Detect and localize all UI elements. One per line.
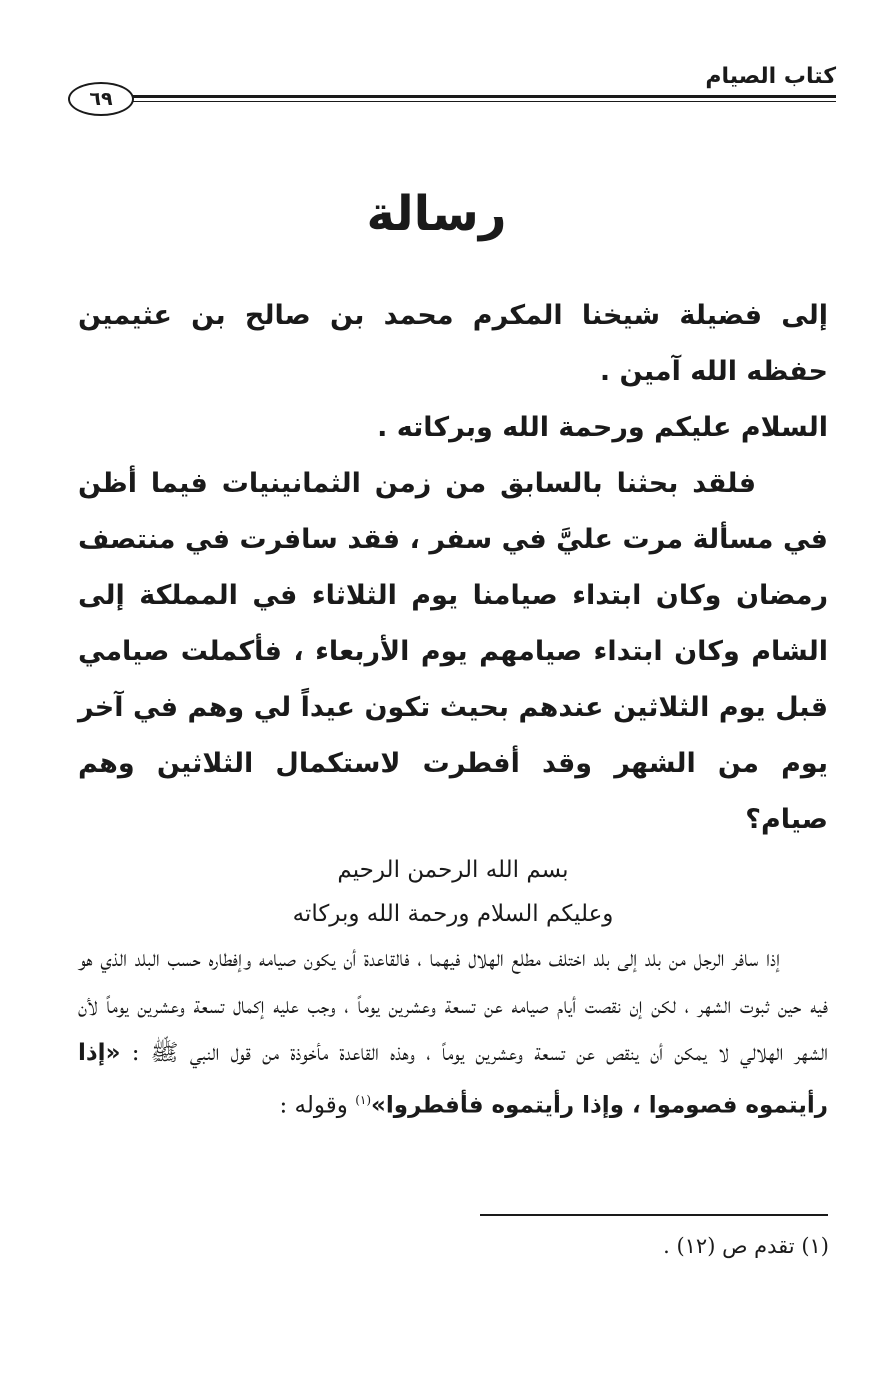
letter-question: فلقد بحثنا بالسابق من زمن الثمانينيات فيما أظن في مسألة مرت عليَّ في سفر ، فقد سافرت في منتصف رمضان وكان ابتداء صيامنا يوم الثلاثاء في المملكة إلى الشام وكان ابتداء صيامهم يوم الأربعاء ، فأكملت صيامي قبل يوم الثلاثين عندهم بحيث تكون عيداً لي وهم في آخر يوم من الشهر وقد أفطرت لاستكمال الثلاثين وهم صيام؟ [78, 468, 828, 835]
header-rule [112, 95, 836, 98]
footnote-reference: (١) [355, 1093, 372, 1107]
reply-answer [78, 936, 828, 1130]
answer-text: إذا سافر الرجل من بلد إلى بلد اختلف مطلع الهلال فيهما ، فالقاعدة أن يكون صيامه وإفطاره حسب البلد الذي هو فيه حين ثبوت الشهر ، لكن إن نقصت أيام صيامه عن تسعة وعشرين يوماً ، وجب عليه إكمال تسعة وعشرين يوماً لأن الشهر الهلالي لا يمكن أن ينقص عن تسعة وعشرين يوماً ، وهذه القاعدة مأخوذة من قول النبي ﷺ : [78, 946, 829, 1066]
basmala: بسم الله الرحمن الرحيم [337, 857, 569, 883]
footnote: (١) تقدم ص (١٢) . [663, 1234, 829, 1258]
page-number: ٦٩ [68, 82, 134, 116]
footnote-separator [480, 1214, 828, 1216]
letter-addressee: إلى فضيلة شيخنا المكرم محمد بن صالح بن عثيمين حفظه الله آمين . [78, 300, 828, 387]
page-body [78, 288, 828, 1130]
running-header [68, 64, 836, 108]
book-title: كتاب الصيام [705, 64, 836, 89]
header-rule-thin [112, 101, 836, 102]
section-title: رسالة [366, 186, 507, 242]
hadith-quote: «إذا رأيتموه فصوموا ، وإذا رأيتموه فأفطروا» [78, 1040, 828, 1119]
letter-greeting: السلام عليكم ورحمة الله وبركاته . [377, 412, 828, 443]
answer-continuation: وقوله : [279, 1092, 348, 1119]
reply-greeting: وعليكم السلام ورحمة الله وبركاته [292, 901, 614, 927]
